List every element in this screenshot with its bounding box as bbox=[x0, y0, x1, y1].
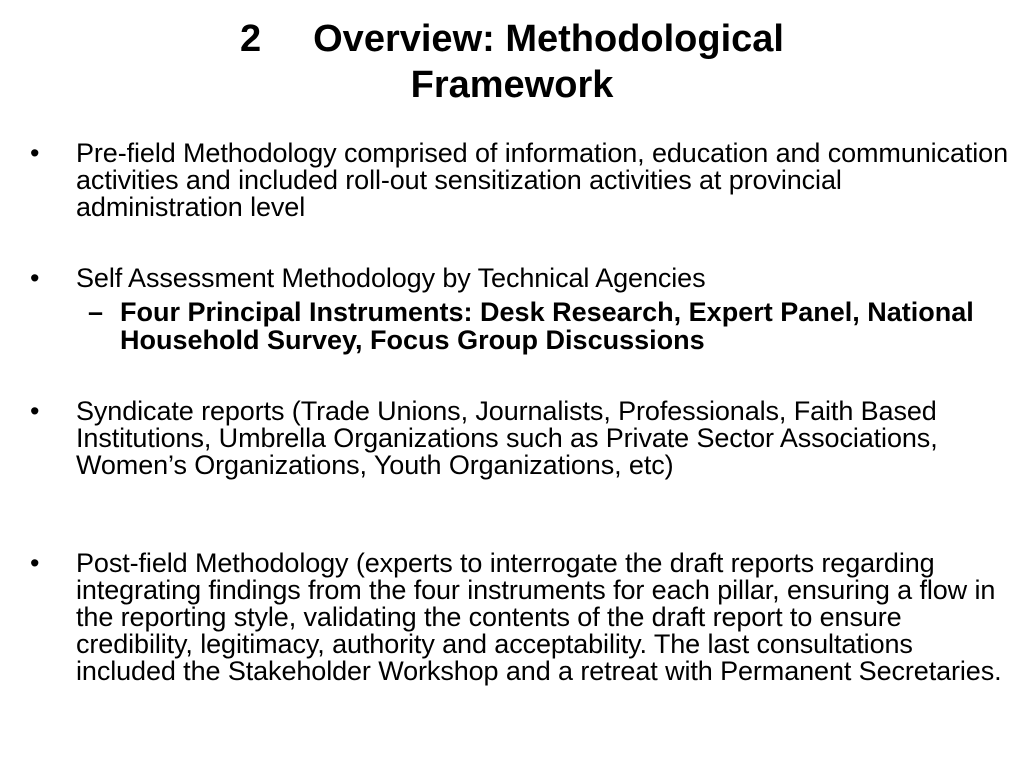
section-number: 2 bbox=[239, 18, 262, 60]
bullet-text: Self Assessment Methodology by Technical Agencies bbox=[76, 263, 706, 293]
slide-title bbox=[0, 16, 1024, 108]
sub-bullet-text: Four Principal Instruments: Desk Research, Expert Panel, National Household Survey, Focus Group Discussions bbox=[120, 297, 974, 355]
bullet-text: Pre-field Methodology comprised of information, education and communication activities and included roll-out sensitization activities at provincial administration level bbox=[76, 138, 1009, 222]
title-text-line-1: Overview: Methodological bbox=[313, 18, 784, 60]
bullet-glyph: • bbox=[30, 396, 40, 426]
bullet-text: Syndicate reports (Trade Unions, Journalists, Professionals, Faith Based Institutions, Umbrella Organizations such as Private Sector Associations, Women’s Organizations, Youth Organizations, etc) bbox=[76, 396, 938, 480]
title-text-line-2: Framework bbox=[410, 64, 614, 106]
title-line-1 bbox=[0, 16, 1024, 62]
bullet-glyph: • bbox=[30, 548, 40, 578]
dash-glyph: – bbox=[88, 297, 104, 327]
bullet-glyph: • bbox=[30, 138, 40, 168]
bullet-glyph: • bbox=[30, 263, 40, 293]
bullet-text: Post-field Methodology (experts to interrogate the draft reports regarding integrating findings from the four instruments for each pillar, ensuring a flow in the reporting style, validating the contents of the draft report to ensure credibility, legitimacy, authority and acceptability. The last consultations included the Stakeholder Workshop and a retreat with Permanent Secretaries. bbox=[76, 548, 1002, 686]
